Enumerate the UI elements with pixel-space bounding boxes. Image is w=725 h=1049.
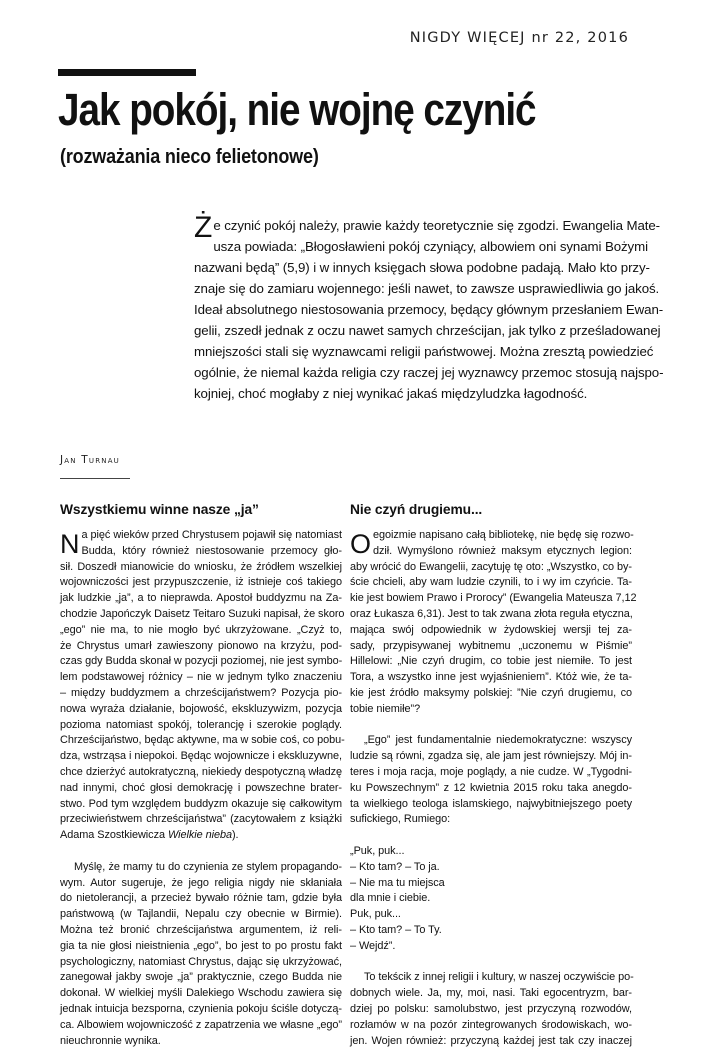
text-line: ku Powszechnym” z 12 kwietnia 2015 roku taka anegdo- <box>350 781 632 797</box>
text-line: mniejszości stali się wyznawcami religii państwowej. Można zresztą powiedzieć <box>194 341 631 362</box>
text-line: egoizmie napisano całą bibliotekę, nie będę się rozwo- <box>350 528 632 544</box>
text-line: sufickiego, Rumiego: <box>350 812 632 828</box>
text-line: ca. Albowiem wojowniczość z zapatrzenia we własne „ego” <box>60 1018 342 1034</box>
left-column-heading: Wszystkiemu winne nasze „ja” <box>60 500 342 520</box>
text-line: dziej po polsku: samolubstwo, jest przyczyną rozwodów, <box>350 1002 632 1018</box>
text-line: dza, wstrząsa i niepokoi. Będąc wojownicze i ekskluzywne, <box>60 749 342 765</box>
left-paragraph-2 <box>60 860 342 1049</box>
text-line: „Ego” jest fundamentalnie niedemokratyczne: wszyscy <box>350 733 632 749</box>
left-citation-line <box>60 828 342 844</box>
right-paragraph-2 <box>350 733 632 828</box>
text-line: chodzie Japończyk Daisetz Teitaro Suzuki napisał, że skoro <box>60 607 342 623</box>
text-line: Myślę, że mamy tu do czynienia ze stylem propagando- <box>60 860 342 876</box>
right-paragraph-3 <box>350 970 632 1049</box>
text-line: kojniej, choć mogłaby z niej wynikać jakaś międzyludzka łagodność. <box>194 383 631 404</box>
text-line: dobnych wiele. Ja, my, moi, nasi. Taki egocentryzm, bar- <box>350 986 632 1002</box>
text-line: zanegował jakby swoje „ja” praktycznie, czego Budda nie <box>60 970 342 986</box>
text-line: ludzie są równi, zgadza się, ale jam jest równiejszy. Mój in- <box>350 749 632 765</box>
text-line: Można też bronić chrześcijaństwa argumentem, iż reli- <box>60 923 342 939</box>
text-line: rozłamów w na pozór zintegrowanych środowiskach, wo- <box>350 1018 632 1034</box>
text-line: gelii, zszedł jednak z oczu nawet samych chrześcijan, jak tylko z prześladowanej <box>194 320 631 341</box>
text-line: mająca swój odpowiednik w żydowskiej wersji tej za- <box>350 623 632 639</box>
text-line: sił. Doszedł mianowicie do wniosku, że źródłem wszelkiej <box>60 560 342 576</box>
citation-prefix: Adama Szostkiewicza <box>60 829 168 841</box>
text-line: To tekścik z innej religii i kultury, w naszej oczywiście po- <box>350 970 632 986</box>
text-line: dla mnie i ciebie. <box>350 891 632 907</box>
text-line: – Kto tam? – To Ty. <box>350 923 632 939</box>
left-column <box>60 500 342 1049</box>
text-line: – Kto tam? – To ja. <box>350 860 632 876</box>
text-line: teres i moja racja, moje poglądy, a nie cudze. W „Tygodni- <box>350 765 632 781</box>
text-line: stwo. Pod tym względem buddyzm okazuje się całkowitym <box>60 797 342 813</box>
paragraph-gap <box>350 955 632 971</box>
text-line: psychologiczny, natomiast Chrystus, dając się ukrzyżować, <box>60 955 342 971</box>
text-line: przeciwieństwem chrześcijaństwa” (zacytowałem z książki <box>60 812 342 828</box>
left-paragraph-1 <box>60 528 342 828</box>
text-line: gia ta nie głosi nieistnienia „ego”, bo jest to po prostu fakt <box>60 939 342 955</box>
paragraph-gap <box>60 844 342 860</box>
lead-paragraph <box>194 215 631 404</box>
text-line: Budda, który również niestosowanie przemocy gło- <box>60 544 342 560</box>
text-line: do nietolerancji, a przecież bywało różnie tam, gdzie była <box>60 891 342 907</box>
text-line: Hillelowi: „Nie czyń drugim, co tobie jest niemiłe. To jest <box>350 654 632 670</box>
text-line: pozioma natomiast spokój, tolerancję i szerokie poglądy. <box>60 718 342 734</box>
text-line: wojowniczości jest przypuszczenie, iż istnieje coś takiego <box>60 575 342 591</box>
text-line: – Wejdź”. <box>350 939 632 955</box>
text-line: chce dzierżyć autokratyczną, niekiedy despotyczną władzę <box>60 765 342 781</box>
text-line: Ideał absolutnego niestosowania przemocy, będący głównym przesłaniem Ewan- <box>194 299 631 320</box>
citation-title: Wielkie nieba <box>168 829 232 841</box>
title-rule <box>58 69 196 76</box>
lead-dropcap: Ż <box>194 214 212 242</box>
text-line: – między buddyzmem a chrześcijaństwem? Pozycja pio- <box>60 686 342 702</box>
text-line: lem podstawowej różnicy – nie w jednym tylko znaczeniu <box>60 670 342 686</box>
paragraph-gap <box>350 828 632 844</box>
text-line: jednak intuicja bezsporna, czynienia pokoju ściśle dotyczą- <box>60 1002 342 1018</box>
text-line: jen. Wojen również: przyczyną każdej jest tak czy inaczej <box>350 1034 632 1049</box>
text-line: e czynić pokój należy, prawie każdy teoretycznie się zgodzi. Ewangelia Mate- <box>194 215 631 236</box>
text-line: „ego” nie ma, to nie mogło być ukrzyżowane. „Czyż to, <box>60 623 342 639</box>
right-dropcap: O <box>350 531 371 558</box>
text-line: nowa wyraża działanie, bojowość, ekskluzywizm, pozycja <box>60 702 342 718</box>
author-rule <box>60 478 130 479</box>
text-line: kie jest bowiem Prawo i Prorocy” (Ewangelia Mateusza 7,12 <box>350 591 632 607</box>
text-line: Tora, a wszystko inne jest wyjaśnieniem”. Któż wie, że ta- <box>350 670 632 686</box>
left-dropcap: N <box>60 531 80 558</box>
text-line: państwową (w Tajlandii, Nepalu czy obecnie w Birmie). <box>60 907 342 923</box>
running-head: NIGDY WIĘCEJ nr 22, 2016 <box>410 30 629 46</box>
paragraph-gap <box>350 718 632 734</box>
citation-suffix: ). <box>232 829 239 841</box>
article-title: Jak pokój, nie wojnę czynić <box>58 82 536 138</box>
text-line: oraz Łukasza 6,31). Jest to tak zwana złota reguła etyczna, <box>350 607 632 623</box>
text-line: czas gdy Budda skonał w pozycji poziomej, nie jest symbo- <box>60 654 342 670</box>
text-line: znaje się do zamiaru wojennego: jeśli nawet, to zawsze usprawiedliwia go jakoś. <box>194 278 631 299</box>
text-line: ście chcieli, aby wam ludzie czynili, to i wy im czyńcie. Ta- <box>350 575 632 591</box>
text-line: jak ludzkie „ja”, a to nieprawda. Apostoł buddyzmu na Za- <box>60 591 342 607</box>
text-line: dokonał. W wielkiej myśli Dalekiego Wschodu zawiera się <box>60 986 342 1002</box>
text-line: – Nie ma tu miejsca <box>350 876 632 892</box>
text-line: sady, przypisywanej wybitnemu „uczonemu w Piśmie” <box>350 639 632 655</box>
text-line: wym. Autor sugeruje, że jego religia nigdy nie skłaniała <box>60 876 342 892</box>
text-line: „Puk, puk... <box>350 844 632 860</box>
text-line: nazwani będą” (5,9) i w innych księgach słowa podobne padają. Mało kto przy- <box>194 257 631 278</box>
text-line: że Chrystus umarł zawieszony pionowo na krzyżu, pod- <box>60 639 342 655</box>
text-line: usza powiada: „Błogosławieni pokój czyniący, albowiem oni synami Bożymi <box>194 236 631 257</box>
text-line: Chrześcijaństwo, będąc aktywne, ma w sobie coś, co pobu- <box>60 733 342 749</box>
right-column-heading: Nie czyń drugiemu... <box>350 500 632 520</box>
text-line: nieuchronnie wynika. <box>60 1034 342 1049</box>
rumi-poem <box>350 844 632 955</box>
right-column <box>350 500 632 1049</box>
article-subtitle: (rozważania nieco felietonowe) <box>60 144 319 170</box>
author-name: Jan Turnau <box>60 454 120 466</box>
text-line: a pięć wieków przed Chrystusem pojawił się natomiast <box>60 528 342 544</box>
lead-lines <box>194 215 631 404</box>
text-line: tobie niemiłe”? <box>350 702 632 718</box>
text-line: nad innymi, choć głosi demokrację i powszechne brater- <box>60 781 342 797</box>
right-paragraph-1 <box>350 528 632 718</box>
text-line: dził. Wymyślono również maksym etycznych legion: <box>350 544 632 560</box>
text-line: ta wielkiego teologa islamskiego, najwybitniejszego poety <box>350 797 632 813</box>
text-line: ogólnie, że niemal każda religia czy raczej jej wyznawcy przemoc stosują najspo- <box>194 362 631 383</box>
text-line: aby wrócić do Ewangelii, zacytuję tę oto: „Wszystko, co by- <box>350 560 632 576</box>
text-line: Puk, puk... <box>350 907 632 923</box>
text-line: kie jest źródło maksymy polskiej: ”Nie czyń drugiemu, co <box>350 686 632 702</box>
